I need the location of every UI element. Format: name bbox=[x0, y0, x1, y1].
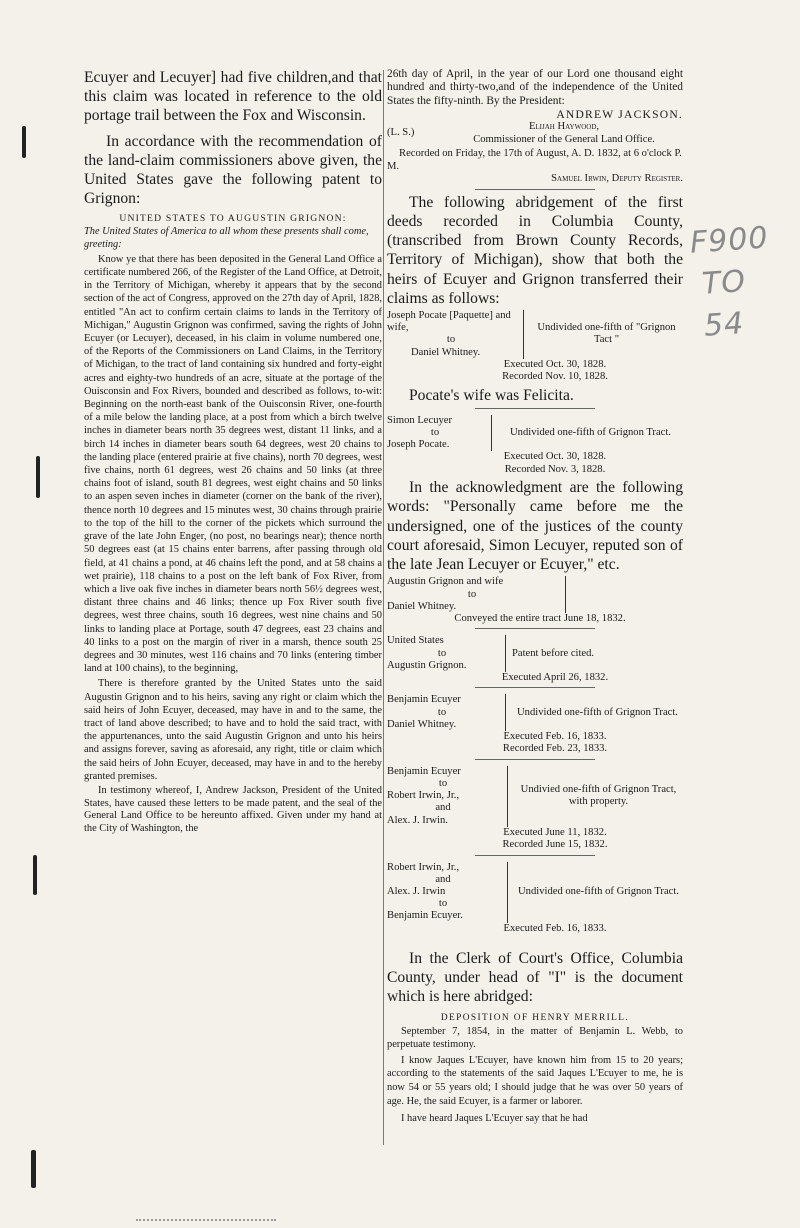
conveyed-note: Conveyed the entire tract June 18, 1832. bbox=[454, 612, 626, 624]
recorded-date: Recorded Feb. 23, 1833. bbox=[502, 743, 608, 755]
commissioner bbox=[445, 121, 683, 146]
deed-parties: Simon Lecuyer to Joseph Pocate. bbox=[387, 414, 453, 451]
brace bbox=[499, 862, 508, 923]
abridgement-intro: The following abridgement of the first deeds recorded in Columbia County, (transcribed from Brown County Records, Territory of Michigan), show that both the heirs of Ecuyer and Grignon transferred their claims as follows: bbox=[387, 193, 683, 307]
deed-description: Undivided one-fifth of Grignon Tract. bbox=[510, 427, 671, 439]
paragraph: In accordance with the recommendation of the land-claim commissioners above given, the United States gave the following patent to Grignon: bbox=[84, 132, 382, 208]
deed-parties: Benjamin Ecuyer to Daniel Whitney. bbox=[387, 694, 461, 730]
recorded-date: Recorded June 15, 1832. bbox=[502, 839, 608, 851]
brace bbox=[557, 576, 566, 613]
brace bbox=[497, 694, 506, 731]
executed-date: Executed Oct. 30, 1828. bbox=[503, 358, 607, 370]
seal-label: (L. S.) bbox=[387, 127, 415, 139]
executed-date: Executed Feb. 16, 1833. bbox=[503, 730, 607, 742]
deed-description: Patent before cited. bbox=[512, 647, 595, 659]
deed-parties: Benjamin Ecuyer to Robert Irwin, Jr., and Alex. J. Irwin. bbox=[387, 765, 461, 826]
right-column bbox=[387, 68, 683, 1126]
divider bbox=[475, 628, 595, 629]
brace bbox=[483, 415, 492, 452]
column-divider bbox=[383, 70, 384, 1145]
signer-name: ANDREW JACKSON. bbox=[556, 108, 683, 122]
deed-description: Undivided one-fifth of Grignon Tract. bbox=[517, 706, 678, 718]
deed-description: Undivided one-fifth of Grignon Tract. bbox=[518, 885, 679, 897]
divider bbox=[475, 189, 595, 190]
divider bbox=[475, 855, 595, 856]
testimony-text: In testimony whereof, I, Andrew Jackson, President of the United States, have caused these letters to be made patent, and the seal of the General Land Office to be hereunto affixed. Given under my hand at the City of Washington, the bbox=[84, 784, 382, 834]
recorded-date: Recorded Nov. 10, 1828. bbox=[502, 371, 608, 383]
brace bbox=[497, 635, 506, 672]
divider bbox=[475, 687, 595, 688]
deed-parties: Robert Irwin, Jr., and Alex. J. Irwin to Benjamin Ecuyer. bbox=[387, 861, 463, 922]
patent-salutation: The United States of America to all whom these presents shall come, greeting: bbox=[84, 226, 369, 250]
deed-entry bbox=[387, 862, 683, 923]
recorded-line: Recorded on Friday, the 17th of August, A. D. 1832, at 6 o'clock P. M. bbox=[387, 148, 682, 172]
acknowledgment-text: In the acknowledgment are the following words: "Personally came before me the undersigned, one of the justices of the county court aforesaid, Simon Lecuyer, reputed son of the late Jean Lecuyer or Ecuyer," etc. bbox=[387, 479, 683, 574]
deed-parties: Joseph Pocate [Paquette] and wife, to Daniel Whitney. bbox=[387, 310, 511, 358]
deed-entry bbox=[387, 766, 683, 827]
executed-date: Executed Oct. 30, 1828. bbox=[503, 451, 607, 463]
pocate-wife-note: Pocate's wife was Felicita. bbox=[409, 386, 574, 404]
deed-entry bbox=[387, 635, 683, 672]
margin-bracket-mark bbox=[31, 1150, 36, 1188]
deed-entry bbox=[387, 694, 683, 731]
executed-date: Executed Feb. 16, 1833. bbox=[503, 922, 607, 934]
deed-entry bbox=[387, 576, 683, 613]
page-bottom-marks bbox=[136, 1219, 276, 1221]
paragraph: Ecuyer and Lecuyer] had five children,and that this claim was located in reference to the old portage trail between the Fox and Wisconsin. bbox=[84, 69, 382, 125]
handwritten-margin-note: F900 TO 54 bbox=[688, 220, 770, 344]
grant-body: There is therefore granted by the United States unto the said Augustin Grignon and to his heirs, saving any right or claim which the said heirs of John Ecuyer, deceased, may have in and to the same, the tract of land above described; to have and to hold the said tract, with the appurtenances, unto the said Augustin Grignon and unto his heirs and assigns forever, saving as aforesaid, any right, title or claim which the said heirs of John Ecuyer, deceased, may have in and to the hereby granted premises. bbox=[84, 678, 382, 782]
brace bbox=[515, 310, 524, 359]
deposition-heading: DEPOSITION OF HENRY MERRILL. bbox=[440, 1012, 630, 1023]
deed-entry bbox=[387, 415, 683, 452]
divider bbox=[475, 759, 595, 760]
commissioner-name: Elijah Haywood, bbox=[528, 121, 600, 133]
executed-date: Executed June 11, 1832. bbox=[503, 826, 607, 838]
deposition-paragraph: September 7, 1854, in the matter of Benjamin L. Webb, to perpetuate testimony. bbox=[387, 1025, 683, 1051]
margin-bracket-mark bbox=[36, 456, 40, 498]
deed-entry bbox=[387, 310, 683, 359]
left-column bbox=[84, 68, 382, 835]
margin-bracket-mark bbox=[33, 855, 37, 895]
deed-parties: Augustin Grignon and wife to Daniel Whitney. bbox=[387, 576, 504, 612]
executed-date: Executed April 26, 1832. bbox=[501, 671, 609, 683]
deposition-paragraph: I know Jaques L'Ecuyer, have known him from 15 to 20 years; according to the statements of the said Jaques L'Ecuyer to me, he is now 54 or 55 years old; I should judge that he was over 50 years of age. He, the said Ecuyer, is a farmer or laborer. bbox=[387, 1054, 683, 1107]
deed-description: Undivied one-fifth of Grignon Tract, with property. bbox=[520, 784, 677, 808]
brace bbox=[499, 766, 508, 827]
commissioner-title: Commissioner of the General Land Office. bbox=[473, 133, 655, 145]
seal-and-commissioner bbox=[387, 121, 683, 146]
patent-date-continuation: 26th day of April, in the year of our Lord one thousand eight hundred and thirty-two,and of the independence of the United States the fifty-ninth. By the President: bbox=[387, 68, 683, 107]
margin-bracket-mark bbox=[22, 126, 26, 158]
divider bbox=[475, 408, 595, 409]
deed-parties: United States to Augustin Grignon. bbox=[387, 635, 467, 671]
patent-body: Know ye that there has been deposited in the General Land Office a certificate numbered 266, of the Register of the Land Office, at Detroit, in the Territory of Michigan, whereby it appears that by the second section of the act of Congress, approved on the 27th day of April, 1828, entitled "An act to confirm certain claims to lands in the Territory of Michigan," Augustin Grignon was confirmed, saving the rights of John Ecuyer (or Lecuyer), deceased, in his claim in volume numbered one, of the Reports of the Commissioners on Land Claims, in the Territory of Michigan, to the tract of land containing six hundred and forty-eight acres and eighty-two hundreds of an acre, situate at the portage of the Ouisconsin and Fox Rivers, bounded and described as follows, to-wit: Beginning on the north-east bank of the Ouisconsin River, one-fourth of a mile below the landing place, at a post from which a birch twelve inches in diameter bears north 35 degrees west, distant 11 links, and a birch 14 inches in diameter bears south 64 degrees, west 20 chains to the landing place (entered prairie at five chains), north 70 degrees, west five chains, north 61 degrees, west 26 chains and 50 links (at three chains foot of island, south 81 degrees, west eight chains and 50 links to an aspen seven inches in diameter (corner on the bank of the river), thence north 10 degrees and 15 minutes west, 30 chains through prairie to the top of the hill to the corner of the pickets which surround the grave of the late John Enger, (no post, no bearings near); thence north 50 degrees east (at 15 chains enter barrens, after passing through old field, at 41 chains a pond, at 46 chains left the pond, and at 58 chains a wet prairie), 118 chains to a post on the left bank of Fox River, from which a live oak five inches in diameter bears north 56½ degrees west, distant three chains and 46 links; thence up Fox River south five degrees, west three chains, south 16 degrees, west nine chains and 50 links to landing place at Portage, south 47 degrees, east 23 chains and 40 links to a post on the margin of river in a marsh, thence south 25 degrees and 30 minutes, west 116 chains and 70 links (entering timber land at 100 chains), to the beginning, bbox=[84, 253, 382, 675]
deposition-paragraph: I have heard Jaques L'Ecuyer say that he had bbox=[401, 1113, 588, 1125]
clerk-intro: In the Clerk of Court's Office, Columbia County, under head of "I" is the document which is here abridged: bbox=[387, 950, 683, 1006]
recorded-date: Recorded Nov. 3, 1828. bbox=[504, 463, 606, 475]
deputy-register: Samuel Irwin, Deputy Register. bbox=[551, 173, 683, 185]
deed-description: Undivided one-fifth of "Grignon Tact " bbox=[537, 322, 676, 346]
patent-heading: UNITED STATES TO AUGUSTIN GRIGNON: bbox=[119, 213, 347, 225]
